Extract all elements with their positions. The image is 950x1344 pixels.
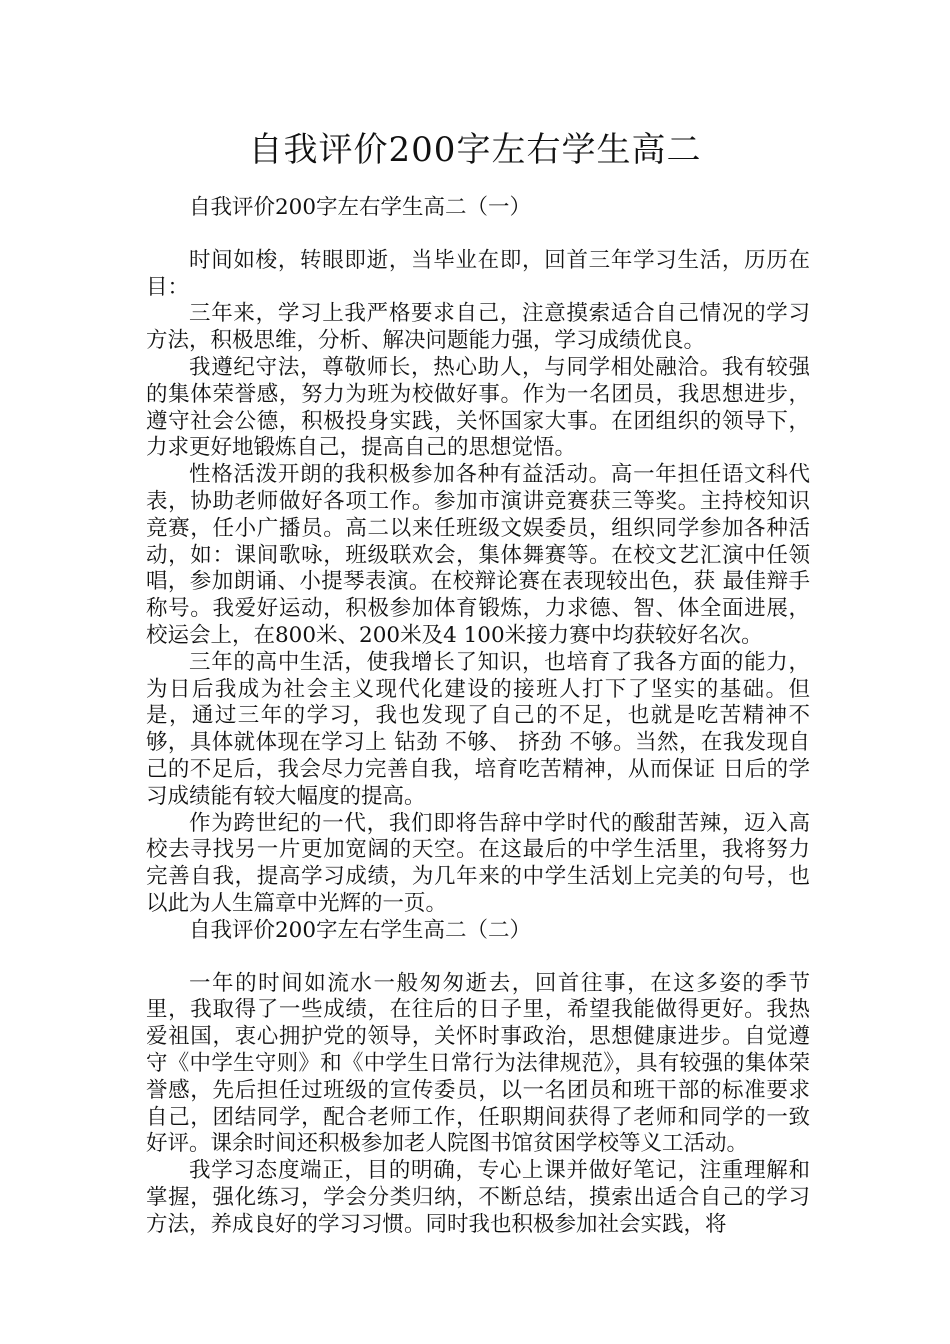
paragraph: 作为跨世纪的一代，我们即将告辞中学时代的酸甜苦辣，迈入高校去寻找另一片更加宽阔的天空。在这最后的中学生活里，我将努力完善自我，提高学习成绩，为几年来的中学生活划上完美的句号，也以此为人生篇章中光辉的一页。 [146, 810, 810, 916]
paragraph: 性格活泼开朗的我积极参加各种有益活动。高一年担任语文科代表，协助老师做好各项工作。参加市演讲竞赛获三等奖。主持校知识竞赛，任小广播员。高二以来任班级文娱委员，组织同学参加各种活动，如：课间歌咏，班级联欢会，集体舞赛等。在校文艺汇演中任领唱，参加朗诵、小提琴表演。在校辩论赛在表现较出色，获 最佳辩手 称号。我爱好运动，积极参加体育锻炼，力求德、智、体全面进展，校运会上，在800米、200米及4 100米接力赛中均获较好名次。 [146, 462, 810, 648]
section-heading-1: 自我评价200字左右学生高二（一） [189, 195, 532, 220]
paragraph: 一年的时间如流水一般匆匆逝去，回首往事，在这多姿的季节里，我取得了一些成绩，在往后的日子里，希望我能做得更好。我热爱祖国，衷心拥护党的领导，关怀时事政治，思想健康进步。自觉遵守《中学生守则》和《中学生日常行为法律规范》，具有较强的集体荣誉感，先后担任过班级的宣传委员，以一名团员和班干部的标准要求自己，团结同学，配合老师工作，任职期间获得了老师和同学的一致好评。课余时间还积极参加老人院图书馆贫困学校等义工活动。 [146, 970, 810, 1157]
paragraph: 三年的高中生活，使我增长了知识，也培育了我各方面的能力，为日后我成为社会主义现代化建设的接班人打下了坚实的基础。但是，通过三年的学习，我也发现了自己的不足，也就是吃苦精神不够，具体就体现在学习上 钻劲 不够、 挤劲 不够。当然，在我发现自己的不足后，我会尽力完善自我，培育吃苦精神，从而保证 日后的学习成绩能有较大幅度的提高。 [146, 649, 810, 809]
document-title: 自我评价200字左右学生高二 [248, 130, 702, 170]
paragraph: 我学习态度端正，目的明确，专心上课并做好笔记，注重理解和掌握，强化练习，学会分类归纳，不断总结，摸索出适合自己的学习方法，养成良好的学习习惯。同时我也积极参加社会实践，将 [146, 1158, 810, 1237]
document-body [146, 195, 810, 1238]
spacer [146, 945, 810, 971]
paragraph: 时间如梭，转眼即逝，当毕业在即，回首三年学习生活，历历在目： [146, 247, 810, 300]
section-heading-2: 自我评价200字左右学生高二（二） [189, 917, 532, 943]
paragraph: 我遵纪守法，尊敬师长，热心助人，与同学相处融洽。我有较强的集体荣誉感，努力为班为校做好事。作为一名团员，我思想进步，遵守社会公德，积极投身实践，关怀国家大事。在团组织的领导下，力求更好地锻炼自己，提高自己的思想觉悟。 [146, 354, 810, 461]
spacer [146, 222, 810, 248]
paragraph: 三年来，学习上我严格要求自己，注意摸索适合自己情况的学习方法，积极思维，分析、解决问题能力强，学习成绩优良。 [146, 301, 810, 354]
